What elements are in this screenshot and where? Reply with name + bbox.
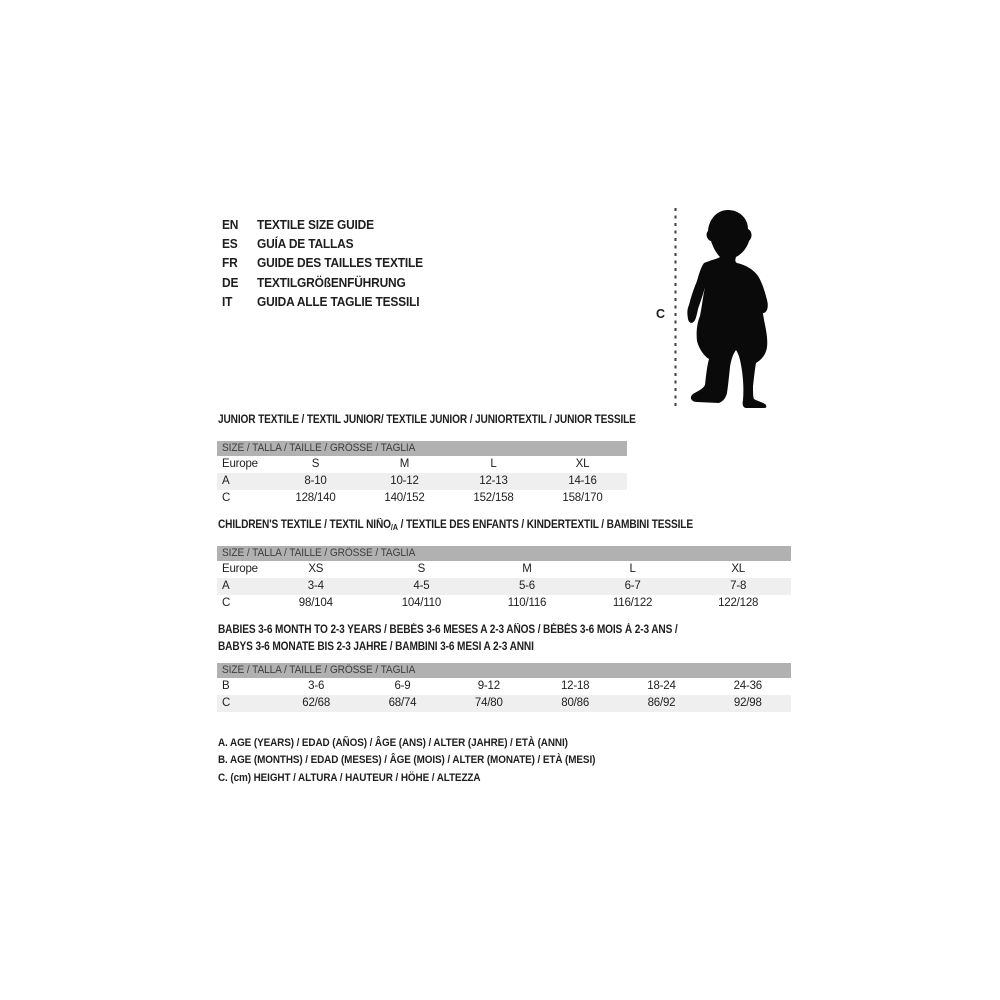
- value-cell: 62/68: [302, 697, 331, 709]
- table-row: [217, 678, 791, 695]
- value-cell: XL: [575, 458, 590, 470]
- language-label: TEXTILE SIZE GUIDE: [256, 217, 374, 232]
- language-row: [222, 273, 423, 292]
- title-text: / TEXTILE DES ENFANTS / KINDERTEXTIL / BAMBINI TESSILE: [397, 519, 693, 531]
- value-cell: 12-18: [560, 680, 590, 692]
- value-cell: 128/140: [295, 492, 336, 504]
- value-cell: XL: [731, 563, 745, 575]
- value-cell: 9-12: [477, 680, 500, 692]
- language-label: GUIDA ALLE TAGLIE TESSILI: [256, 293, 420, 309]
- table-row: [217, 595, 791, 612]
- value-cell: 80/86: [561, 697, 590, 709]
- language-label: GUÍA DE TALLAS: [256, 236, 354, 252]
- value-cell: 110/116: [507, 597, 547, 609]
- value-cell: 6-7: [624, 580, 641, 592]
- title-sub-text: /A: [390, 523, 398, 532]
- table-row: [217, 561, 791, 578]
- legend-line: B. AGE (MONTHS) / EDAD (MESES) / ÂGE (MOIS) / ALTER (MONATE) / ETÀ (MESI): [218, 754, 596, 767]
- row-label: C: [222, 597, 231, 609]
- language-list: [222, 215, 440, 311]
- value-cell: 8-10: [304, 475, 327, 487]
- toddler-figure-graphic: [648, 190, 818, 415]
- value-cell: 104/110: [401, 597, 442, 609]
- row-label: C: [222, 697, 231, 709]
- row-label: B: [222, 680, 230, 692]
- language-code: ES: [222, 236, 238, 252]
- size-header-bar: [217, 546, 791, 561]
- value-cell: 140/152: [384, 492, 425, 504]
- value-cell: 158/170: [562, 492, 603, 504]
- size-table: [217, 663, 791, 712]
- title-line: BABYS 3-6 MONATE BIS 2-3 JAHRE / BAMBINI 3-6 MESI A 2-3 ANNI: [218, 641, 534, 653]
- language-code: IT: [222, 293, 233, 309]
- legend: [218, 735, 637, 787]
- value-cell: 5-6: [518, 580, 535, 592]
- legend-line: A. AGE (YEARS) / EDAD (AÑOS) / ÂGE (ANS) / ALTER (JAHRE) / ETÀ (ANNI): [218, 737, 568, 749]
- language-row: [222, 234, 423, 253]
- value-cell: 14-16: [568, 475, 597, 487]
- row-label: C: [222, 492, 231, 504]
- value-cell: 7-8: [730, 580, 747, 592]
- value-cell: 18-24: [647, 680, 676, 692]
- value-cell: 92/98: [733, 697, 762, 709]
- table-row: [217, 490, 627, 507]
- value-cell: 74/80: [474, 697, 503, 709]
- value-cell: M: [522, 563, 532, 575]
- value-cell: 122/128: [718, 597, 759, 609]
- value-cell: L: [629, 563, 636, 575]
- value-cell: 68/74: [388, 697, 417, 709]
- value-cell: 4-5: [413, 580, 430, 592]
- title-line: JUNIOR TEXTILE / TEXTIL JUNIOR/ TEXTILE JUNIOR / JUNIORTEXTIL / JUNIOR TESSILE: [218, 414, 636, 426]
- size-guide-title: [218, 517, 693, 536]
- row-label: Europe: [222, 458, 258, 470]
- height-figure: [648, 190, 818, 415]
- row-label: A: [222, 475, 230, 487]
- value-cell: 98/104: [298, 597, 333, 609]
- value-cell: 3-6: [308, 680, 325, 692]
- language-row: [222, 253, 423, 272]
- value-cell: 86/92: [647, 697, 676, 709]
- size-header-bar: [217, 441, 627, 456]
- value-cell: 12-13: [479, 475, 508, 487]
- size-table: [217, 441, 627, 507]
- table-row: [217, 578, 791, 595]
- value-cell: 116/122: [612, 597, 653, 609]
- value-cell: S: [417, 563, 426, 575]
- value-cell: M: [399, 458, 410, 470]
- size-guide-title: [218, 622, 678, 656]
- language-row: [222, 215, 423, 234]
- value-cell: 3-4: [307, 580, 324, 592]
- value-cell: 10-12: [390, 475, 419, 487]
- legend-line: C. (cm) HEIGHT / ALTURA / HAUTEUR / HÖHE / ALTEZZA: [218, 771, 481, 784]
- size-header-label: SIZE / TALLA / TAILLE / GRÖSSE / TAGLIA: [222, 547, 416, 559]
- value-cell: L: [490, 458, 497, 470]
- language-code: FR: [222, 255, 238, 271]
- value-cell: 152/158: [473, 492, 514, 504]
- size-guide-title: [218, 412, 636, 429]
- table-row: [217, 695, 791, 712]
- height-marker-label: C: [656, 307, 666, 321]
- row-label: A: [222, 580, 230, 592]
- toddler-silhouette-icon: [687, 210, 767, 408]
- language-label: GUIDE DES TAILLES TEXTILE: [256, 255, 423, 271]
- table-row: [217, 473, 627, 490]
- language-code: DE: [222, 274, 239, 290]
- table-row: [217, 456, 627, 473]
- title-text: CHILDREN'S TEXTILE / TEXTIL NIÑO: [218, 519, 391, 531]
- size-header-label: SIZE / TALLA / TAILLE / GRÖSSE / TAGLIA: [222, 664, 416, 676]
- size-header-bar: [217, 663, 791, 678]
- size-table: [217, 546, 791, 612]
- value-cell: XS: [308, 563, 324, 575]
- language-code: EN: [222, 217, 239, 232]
- value-cell: 24-36: [733, 680, 763, 692]
- value-cell: 6-9: [394, 680, 411, 692]
- value-cell: S: [311, 458, 320, 470]
- language-row: [222, 292, 423, 311]
- row-label: Europe: [222, 563, 258, 575]
- language-label: TEXTILGRÖßENFÜHRUNG: [256, 274, 406, 290]
- size-header-label: SIZE / TALLA / TAILLE / GRÖSSE / TAGLIA: [222, 442, 416, 454]
- title-line: BABIES 3-6 MONTH TO 2-3 YEARS / BEBÉS 3-6 MESES A 2-3 AÑOS / BÉBÉS 3-6 MOIS À 2-3 ANS /: [218, 624, 678, 636]
